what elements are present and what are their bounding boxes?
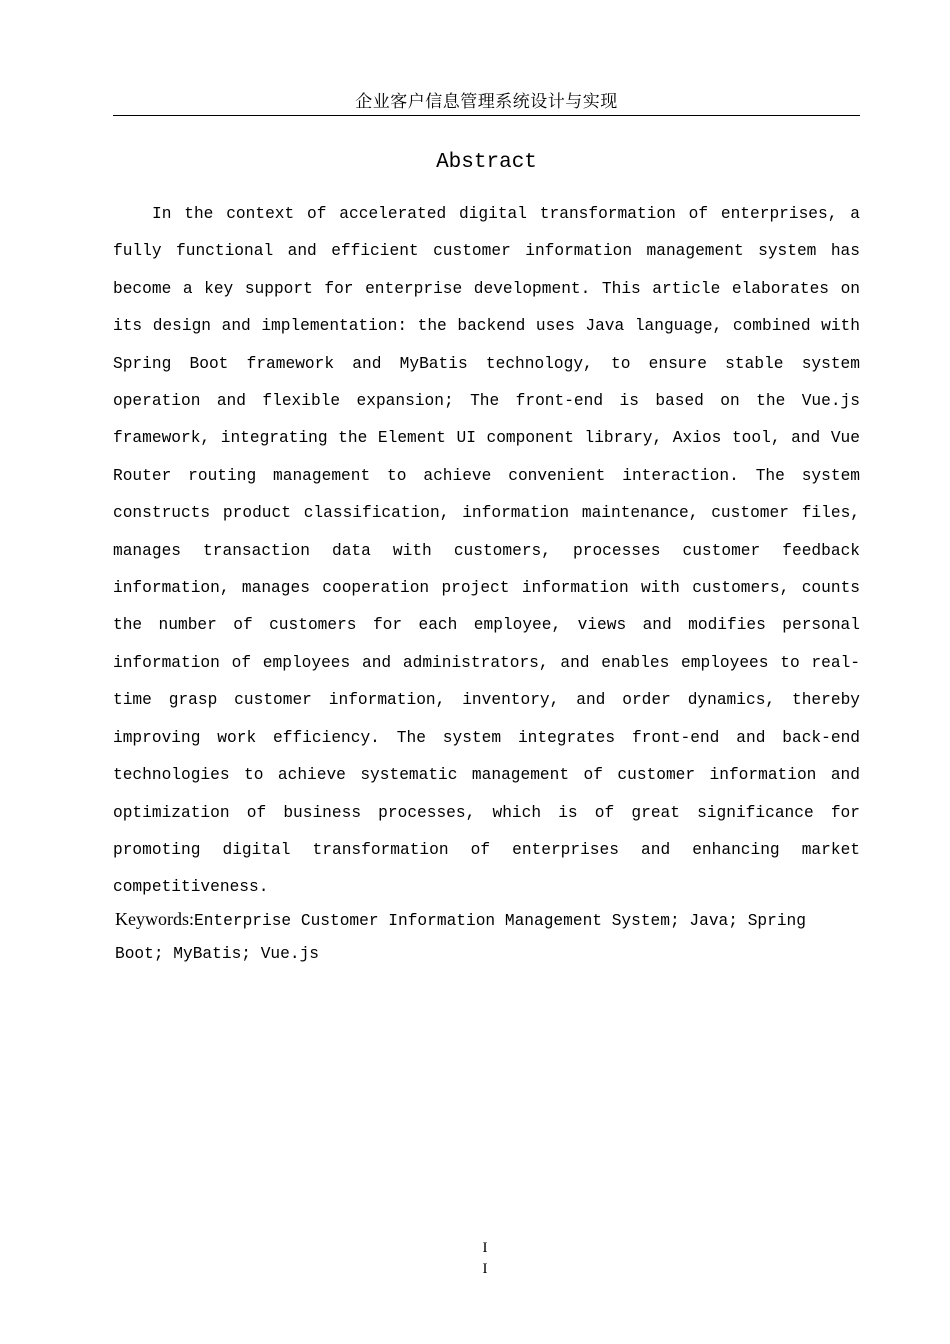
abstract-heading: Abstract: [436, 151, 537, 174]
running-header: 企业客户信息管理系统设计与实现: [113, 89, 860, 116]
abstract-paragraph: In the context of accelerated digital transformation of enterprises, a fully functional and efficient customer information management system has become a key support for enterprise development. This article elaborates on its design and implementation: the backend uses Java language, combined with Spring Boot framework and MyBatis technology, to ensure stable system operation and flexible expansion; The front-end is based on the Vue.js framework, integrating the Element UI component library, Axios tool, and Vue Router routing management to achieve convenient interaction. The system constructs product classification, information maintenance, customer files, manages transaction data with customers, processes customer feedback information, manages cooperation project information with customers, counts the number of customers for each employee, views and modifies personal information of employees and administrators, and enables employees to real-time grasp customer information, inventory, and order dynamics, thereby improving work efficiency. The system integrates front-end and back-end technologies to achieve systematic management of customer information and optimization of business processes, which is of great significance for promoting digital transformation of enterprises and enhancing market competitiveness.: [113, 205, 860, 897]
keywords-line: [115, 903, 827, 971]
keywords-label: Keywords:: [115, 909, 194, 929]
page-number: I I: [482, 1240, 488, 1277]
keywords-values: Enterprise Customer Information Management System; Java; Spring Boot; MyBatis; Vue.js: [115, 912, 806, 963]
